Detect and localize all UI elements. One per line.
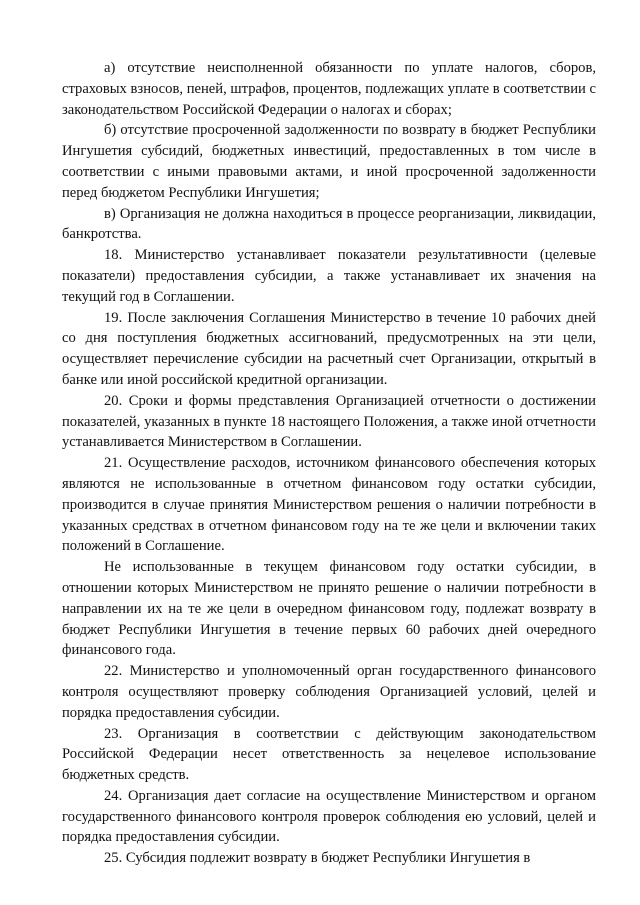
paragraph-19: 19. После заключения Соглашения Министерство в течение 10 рабочих дней со дня поступления бюджетных ассигнований, предусмотренных на эти цели, осуществляет перечисление субсидии на расчетный счет Организации, открытый в банке или иной российской кредитной организации. bbox=[62, 309, 596, 388]
paragraph-b: б) отсутствие просроченной задолженности по возврату в бюджет Республики Ингушетия субсидий, бюджетных инвестиций, предоставленных в том числе в соответствии с иными правовыми актами, и иной просроченной задолженности перед бюджетом Республики Ингушетия; bbox=[62, 122, 596, 201]
paragraph-20: 20. Сроки и формы представления Организацией отчетности о достижении показателей, указанных в пункте 18 настоящего Положения, а также иной отчетности устанавливается Министерством в Соглашении. bbox=[62, 392, 596, 451]
paragraph-21-continued: Не использованные в текущем финансовом году остатки субсидии, в отношении которых Министерством не принято решение о наличии потребности в направлении их на те же цели в очередном финансовом году, подлежат возврату в бюджет Республики Ингушетия в течение первых 60 рабочих дней очередного финансового года. bbox=[62, 559, 596, 659]
paragraph-23: 23. Организация в соответствии с действующим законодательством Российской Федерации несет ответственность за нецелевое использование бюджетных средств. bbox=[62, 725, 596, 784]
paragraph-24: 24. Организация дает согласие на осуществление Министерством и органом государственного финансового контроля проверок соблюдения ею условий, целей и порядка предоставления субсидии. bbox=[62, 787, 596, 846]
paragraph-22: 22. Министерство и уполномоченный орган государственного финансового контроля осуществляют проверку соблюдения Организацией условий, целей и порядка предоставления субсидии. bbox=[62, 663, 596, 721]
paragraph-25: 25. Субсидия подлежит возврату в бюджет Республики Ингушетия в bbox=[104, 850, 531, 867]
paragraph-21: 21. Осуществление расходов, источником финансового обеспечения которых являются не использованные в отчетном финансовом году остатки субсидии, производится в случае принятия Министерством решения о наличии потребности в указанных средствах в отчетном финансовом году на те же цели и включении таких положений в Соглашение. bbox=[62, 455, 596, 555]
paragraph-18: 18. Министерство устанавливает показатели результативности (целевые показатели) предоставления субсидии, а также устанавливает их значения на текущий год в Соглашении. bbox=[62, 247, 596, 305]
paragraph-a: а) отсутствие неисполненной обязанности по уплате налогов, сборов, страховых взносов, пеней, штрафов, процентов, подлежащих уплате в соответствии с законодательством Российской Федерации о налогах и сборах; bbox=[62, 60, 596, 118]
paragraph-v: в) Организация не должна находиться в процессе реорганизации, ликвидации, банкротства. bbox=[62, 205, 596, 243]
document-page bbox=[62, 58, 596, 869]
